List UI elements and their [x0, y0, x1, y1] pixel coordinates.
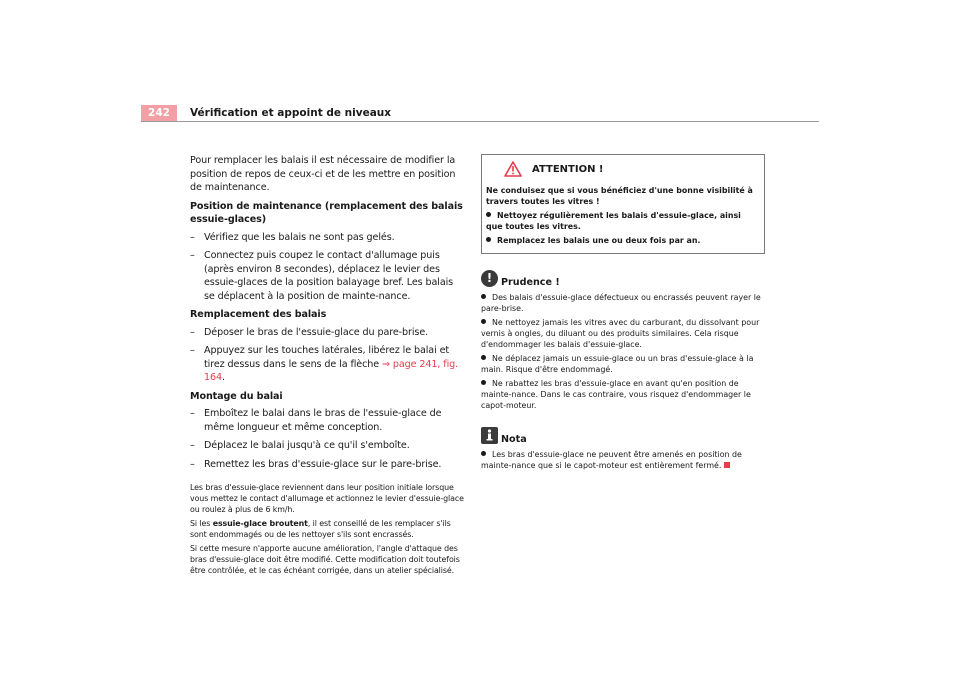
bullet-icon	[481, 380, 486, 385]
mounting-step: – Remettez les bras d'essuie-glace sur le pare-brise.	[190, 458, 466, 472]
replacement-step-end: .	[222, 372, 225, 383]
bullet-icon	[481, 294, 486, 299]
prudence-title: Prudence !	[501, 277, 560, 288]
info-i-icon	[484, 429, 495, 441]
replacement-step: – Déposer le bras de l'essuie-glace du pare-brise.	[190, 326, 466, 340]
left-column	[190, 154, 466, 579]
emphasis-text: essuie-glace broutent	[212, 519, 308, 528]
attention-header	[486, 161, 760, 177]
attention-bullet: Nettoyez régulièrement les balais d'essuie-glace, ainsi que toutes les vitres.	[486, 211, 741, 231]
end-of-section-marker	[724, 462, 730, 468]
prudence-header	[481, 268, 765, 288]
maintenance-step: – Vérifiez que les balais ne sont pas gelés.	[190, 231, 466, 245]
page-reference-link[interactable]: ⇒ page 241, fig. 164	[204, 358, 459, 383]
nota-title: Nota	[501, 434, 527, 445]
bullet-icon	[481, 451, 486, 456]
maintenance-heading: Position de maintenance (remplacement des balais essuie-glaces)	[190, 200, 463, 225]
note-icon	[481, 427, 498, 444]
prudence-list	[481, 292, 765, 411]
header-divider	[141, 121, 819, 122]
right-column	[481, 154, 765, 474]
mounting-heading: Montage du balai	[190, 390, 283, 402]
attention-title: ATTENTION !	[532, 163, 604, 175]
mounting-step: – Emboîtez le balai dans le bras de l'essuie-glace de même longueur et même conception.	[190, 407, 466, 434]
intro-paragraph: Pour remplacer les balais il est nécessaire de modifier la position de repos de ceux-ci et de les mettre en position de maintenance.	[190, 155, 456, 193]
attention-text: Ne conduisez que si vous bénéficiez d'une bonne visibilité à travers toutes les vitres !	[486, 186, 753, 206]
bullet-icon	[481, 355, 486, 360]
bullet-icon	[481, 319, 486, 324]
page-number: 242	[141, 105, 177, 121]
note-paragraph: Si cette mesure n'apporte aucune amélioration, l'angle d'attaque des bras d'essuie-glace doit être modifié. Cette modification doit toutefois être contrôlée, et le cas échéant corrigée, dans un atelier spécialisé.	[190, 544, 460, 575]
attention-bullet: Remplacez les balais une ou deux fois par an.	[486, 235, 760, 246]
bullet-icon	[486, 237, 491, 242]
replacement-heading: Remplacement des balais	[190, 309, 327, 320]
replacement-step	[190, 344, 466, 385]
maintenance-step: – Connectez puis coupez le contact d'allumage puis (après environ 8 secondes), déplacez le levier des essuie-glaces de la position balayage bref. Les balais se déplacent à la position de mainte-nance.	[190, 249, 466, 303]
exclamation-circle-icon: !	[481, 270, 498, 287]
nota-header	[481, 425, 765, 445]
nota-item: Les bras d'essuie-glace ne peuvent être amenés en position de mainte-nance que si le capot-moteur est entièrement fermé.	[481, 450, 742, 470]
note-paragraph: Les bras d'essuie-glace reviennent dans leur position initiale lorsque vous mettez le contact d'allumage et actionnez le levier d'essuie-glace ou roulez à plus de 6 km/h.	[190, 483, 464, 514]
prudence-item: Des balais d'essuie-glace défectueux ou encrassés peuvent rayer le pare-brise.	[481, 293, 761, 313]
attention-box	[481, 154, 765, 254]
note-paragraph: Si les essuie-glace broutent, il est conseillé de les remplacer s'ils sont endommagés ou de les nettoyer s'ils sont encrassés.	[190, 519, 451, 539]
prudence-item: Ne déplacez jamais un essuie-glace ou un bras d'essuie-glace à la main. Risque d'être endommagé.	[481, 354, 754, 374]
replacement-step-text: Appuyez sur les touches latérales, libérez le balai et tirez dessus dans le sens de la flèche	[204, 345, 450, 370]
warning-triangle-icon	[504, 161, 522, 177]
prudence-item: Ne rabattez les bras d'essuie-glace en avant qu'en position de mainte-nance. Dans le cas contraire, vous risquez d'endommager le capot-moteur.	[481, 379, 751, 410]
section-title: Vérification et appoint de niveaux	[190, 107, 392, 119]
mounting-step: – Déplacez le balai jusqu'à ce qu'il s'emboîte.	[190, 439, 466, 453]
bullet-icon	[486, 212, 491, 217]
prudence-item: Ne nettoyez jamais les vitres avec du carburant, du dissolvant pour vernis à ongles, du diluant ou des produits similaires. Cela risque d'endommager les balais d'essuie-glace.	[481, 318, 760, 349]
nota-list	[481, 449, 765, 471]
